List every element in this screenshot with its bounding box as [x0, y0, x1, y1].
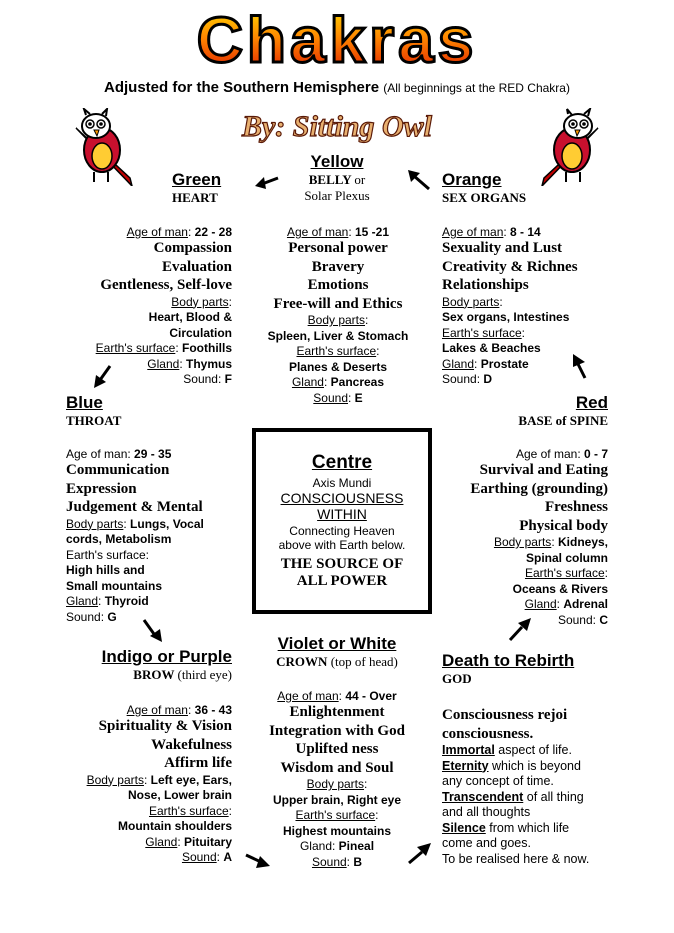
- quality: Uplifted ness: [295, 741, 379, 757]
- chakra-name: Orange: [442, 170, 502, 189]
- chakra-name: Indigo or Purple: [101, 647, 232, 666]
- body-parts: Upper brain, Right eye: [272, 792, 402, 807]
- quality: Consciousness rejoi: [442, 707, 568, 723]
- centre-title: Centre: [311, 452, 373, 473]
- chakra-red-details: Age of man: 0 - 7 Survival and Eating Earthing (grounding) Freshness Physical body Body parts: Kidneys, Spinal column Earth's surface: Oceans & Rivers Gland: Adrenal Sound: C: [420, 447, 608, 628]
- quality: Evaluation: [161, 258, 232, 275]
- quality: Creativity & Richnes: [442, 258, 578, 275]
- quality: Communication: [66, 462, 170, 478]
- quality: Compassion: [153, 240, 232, 256]
- quality: Affirm life: [164, 755, 232, 771]
- svg-text:By: Sitting Owl: By: Sitting Owl: [241, 110, 433, 143]
- chakra-yellow-header: [250, 152, 424, 204]
- quality: Enlightenment: [289, 704, 385, 720]
- earth-surface: Lakes & Beaches: [442, 341, 541, 355]
- subtitle-main: Adjusted for the Southern Hemisphere: [104, 79, 380, 96]
- centre-source: ALL POWER: [296, 573, 388, 589]
- chakra-name: Yellow: [310, 152, 364, 171]
- chakra-blue-header: [66, 393, 206, 429]
- quality: Relationships: [442, 277, 529, 293]
- quality: Wakefulness: [151, 736, 232, 753]
- quality: Emotions: [307, 277, 369, 293]
- chakra-green-details: Age of man: 22 - 28 Compassion Evaluation Gentleness, Self-love Body parts: Heart, Blood & Circulation Earth's surface: Foothills Gland: Thymus Sound: F: [40, 225, 232, 388]
- chakra-blue-details: Age of man: 29 - 35 Communication Expression Judgement & Mental Body parts: Lungs, Vocal cords, Metabolism Earth's surface: High hills and Small mountains Gland: Thyroid Sound: G: [66, 447, 246, 625]
- quality: consciousness.: [442, 725, 534, 742]
- chakra-name: Violet or White: [277, 634, 397, 653]
- quality: Earthing (grounding): [470, 480, 608, 497]
- owl-icon: [72, 108, 134, 186]
- quality: Sexuality and Lust: [442, 240, 563, 256]
- quality: Survival and Eating: [479, 462, 608, 478]
- body-parts: Spinal column: [525, 550, 608, 565]
- centre-within: WITHIN: [317, 506, 367, 522]
- body-parts: Nose, Lower brain: [127, 788, 232, 802]
- chakra-name: Death to Rebirth: [442, 651, 575, 670]
- subtitle: [0, 79, 674, 96]
- quality: Wisdom and Soul: [280, 759, 394, 776]
- earth-surface: Mountain shoulders: [118, 819, 232, 833]
- chakra-green-header: [172, 170, 252, 206]
- body-parts: Circulation: [169, 325, 232, 340]
- body-parts: Spleen, Liver & Stomach: [267, 328, 409, 343]
- chakra-location: BELLY or: [308, 172, 366, 187]
- chakra-location: HEART: [172, 190, 218, 205]
- chakra-name: Green: [172, 170, 222, 189]
- quality: Spirituality & Vision: [98, 718, 232, 734]
- chakra-violet-details: Age of man: 44 - Over Enlightenment Integration with God Uplifted ness Wisdom and Soul Body parts: Upper brain, Right eye Earth's surface: Highest mountains Gland: Pineal Sound: B: [236, 689, 438, 870]
- chakra-indigo-details: Age of man: 36 - 43 Spirituality & Vision Wakefulness Affirm life Body parts: Left eye, Ears, Nose, Lower brain Earth's surface: Mountain shoulders Gland: Pituitary Sound: A: [40, 703, 232, 866]
- svg-text:Chakras: Chakras: [196, 4, 478, 72]
- earth-surface: Planes & Deserts: [288, 359, 388, 374]
- chakra-orange-details: Age of man: 8 - 14 Sexuality and Lust Creativity & Richnes Relationships Body parts: Sex organs, Intestines Earth's surface: Lakes & Beaches Gland: Prostate Sound: D: [442, 225, 674, 388]
- quality: Personal power: [288, 240, 388, 256]
- quality: Freshness: [544, 499, 608, 515]
- subtitle-note: (All beginnings at the RED Chakra): [383, 81, 570, 95]
- centre-connect: Connecting Heaven: [289, 524, 395, 538]
- chakra-location: GOD: [442, 671, 472, 686]
- body-parts: Sex organs, Intestines: [442, 310, 570, 324]
- chakra-name: Red: [575, 393, 608, 412]
- chakra-name: Blue: [66, 393, 103, 412]
- chakra-location: BASE of SPINE: [518, 413, 608, 428]
- quality: Judgement & Mental: [66, 499, 203, 515]
- body-parts: Heart, Blood &: [148, 310, 232, 324]
- quality: Free-will and Ethics: [273, 295, 403, 312]
- earth-surface: High hills and: [66, 563, 145, 577]
- centre-consciousness: CONSCIOUSNESS: [280, 490, 404, 506]
- chakra-orange-header: [442, 170, 642, 206]
- quality: Physical body: [519, 517, 608, 534]
- centre-axis: Axis Mundi: [312, 476, 372, 490]
- title-chakras: [0, 2, 674, 72]
- quality: Expression: [66, 480, 137, 497]
- quality: Gentleness, Self-love: [100, 277, 232, 293]
- chakra-death-details: Consciousness rejoi consciousness. Immortal aspect of life. Eternity which is beyond any concept of time. Transcendent of all thing and all thoughts Silence from which life come and goes. To be realised here & now.: [442, 706, 674, 867]
- earth-surface: Oceans & Rivers: [512, 581, 608, 596]
- quality: Bravery: [311, 258, 365, 275]
- earth-surface: Small mountains: [66, 578, 163, 593]
- body-parts: cords, Metabolism: [66, 532, 172, 546]
- centre-connect: above with Earth below.: [278, 538, 406, 552]
- earth-surface: Highest mountains: [282, 823, 391, 838]
- chakra-location: Solar Plexus: [304, 188, 370, 203]
- chakra-location: SEX ORGANS: [442, 190, 527, 205]
- centre-box: [252, 428, 432, 614]
- chakra-location: THROAT: [66, 413, 122, 428]
- chakra-red-header: [440, 393, 608, 429]
- chakra-yellow-details: Age of man: 15 -21 Personal power Bravery Emotions Free-will and Ethics Body parts: Spleen, Liver & Stomach Earth's surface: Planes & Deserts Gland: Pancreas Sound: E: [240, 225, 436, 406]
- chakra-death-header: [442, 651, 674, 687]
- chakra-indigo-header: Indigo or Purple BROW (third eye): [40, 647, 232, 683]
- chakra-violet-header: Violet or White CROWN (top of head): [236, 634, 438, 670]
- quality: Integration with God: [269, 722, 405, 739]
- centre-source: THE SOURCE OF: [280, 556, 404, 572]
